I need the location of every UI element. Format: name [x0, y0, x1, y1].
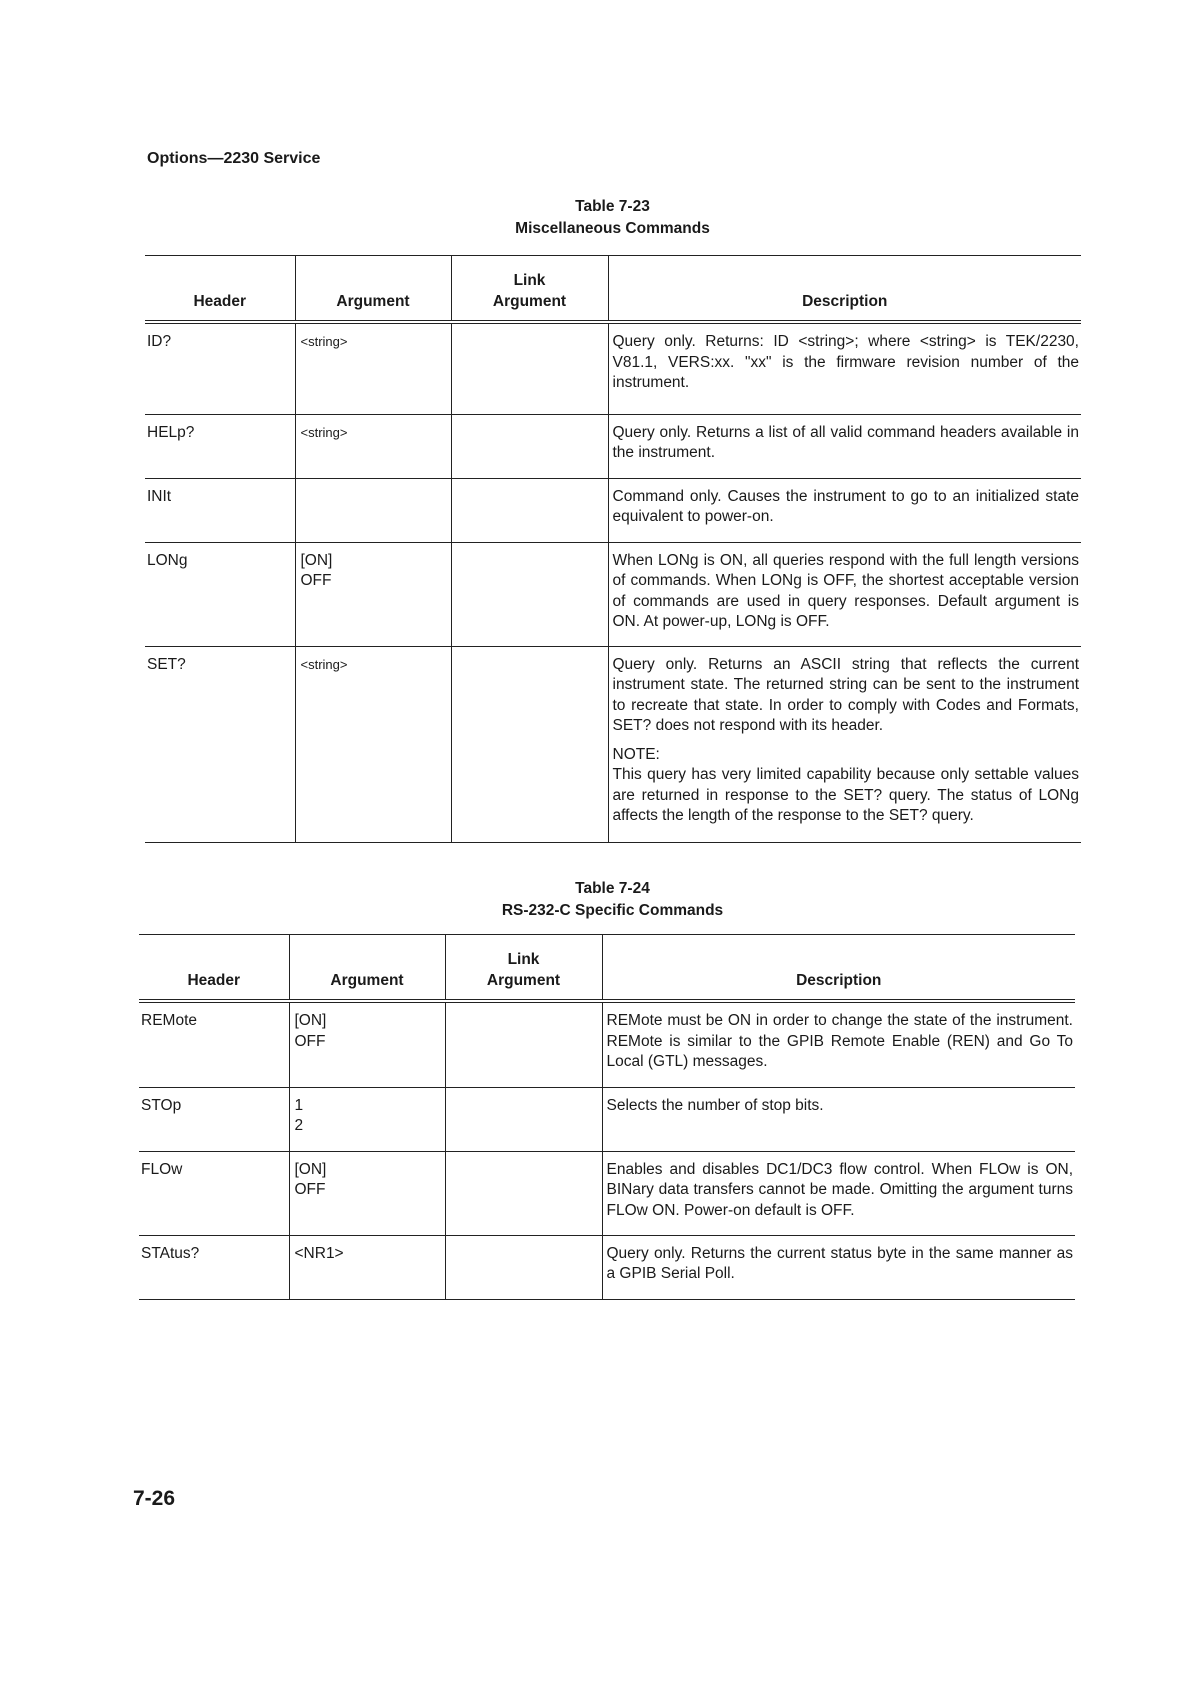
row-link-argument	[451, 478, 608, 542]
row-description: Enables and disables DC1/DC3 flow control. When FLOw is ON, BINary data transfers cannot be made. Omitting the argument turns FLOw ON. Power-on default is OFF.	[602, 1151, 1075, 1235]
table-title: Miscellaneous Commands	[515, 220, 710, 237]
col-link-line1: Link	[507, 951, 540, 968]
col-argument: Argument	[295, 256, 451, 323]
row-header: LONg	[145, 542, 295, 646]
row-link-argument	[451, 542, 608, 646]
row-header: ID?	[145, 322, 295, 414]
row-link-argument	[451, 414, 608, 478]
row-link-argument	[445, 1001, 602, 1087]
table-title: RS-232-C Specific Commands	[501, 902, 724, 919]
row-link-argument	[451, 322, 608, 414]
note-text: This query has very limited capability because only settable values are returned in response to the SET? query. The status of LONg affects the length of the response to the SET? query.	[612, 766, 1079, 824]
misc-commands-table	[145, 255, 1081, 843]
table-row	[139, 1151, 1075, 1235]
row-header: HELp?	[145, 414, 295, 478]
row-argument	[295, 478, 451, 542]
row-description: Query only. Returns a list of all valid command headers available in the instrument.	[608, 414, 1081, 478]
argument-value: OFF	[294, 1032, 326, 1050]
col-link-line2: Argument	[492, 292, 567, 310]
argument-value: <string>	[300, 334, 348, 349]
row-header: REMote	[139, 1001, 289, 1087]
row-argument	[289, 1087, 445, 1151]
argument-value: [ON]	[294, 1012, 327, 1029]
table-row	[145, 414, 1081, 478]
table-label: Table 7-23	[575, 198, 650, 215]
argument-value: OFF	[300, 572, 332, 589]
argument-value: [ON]	[294, 1160, 327, 1178]
table-row	[145, 542, 1081, 646]
row-header: FLOw	[139, 1151, 289, 1235]
table-7-23-caption	[0, 196, 1200, 240]
row-description: Query only. Returns: ID <string>; where <string> is TEK/2230, V81.1, VERS:xx. "xx" is the firmware revision number of the instrument.	[608, 322, 1081, 414]
row-header: STAtus?	[139, 1235, 289, 1299]
argument-value: [ON]	[300, 551, 333, 569]
argument-value: OFF	[294, 1181, 326, 1198]
rs232-commands-table	[139, 934, 1075, 1300]
argument-value: <string>	[300, 656, 348, 672]
table-7-24-caption	[0, 878, 1200, 922]
row-argument	[295, 322, 451, 414]
col-link-line2: Argument	[486, 971, 561, 989]
table-row	[145, 322, 1081, 414]
col-header: Header	[139, 935, 289, 1002]
table-row	[139, 1001, 1075, 1087]
page-number: 7-26	[133, 1487, 176, 1510]
row-description	[608, 646, 1081, 842]
col-link-line1: Link	[513, 272, 546, 289]
table-header-row	[139, 935, 1075, 1002]
table-header-row	[145, 256, 1081, 323]
row-description: Command only. Causes the instrument to go to an initialized state equivalent to power-on.	[608, 478, 1081, 542]
argument-value: 2	[294, 1117, 304, 1134]
col-link-argument	[445, 935, 602, 1002]
table-row	[145, 646, 1081, 842]
row-argument	[295, 646, 451, 842]
row-description: Selects the number of stop bits.	[602, 1087, 1075, 1151]
argument-value: <NR1>	[294, 1244, 344, 1262]
row-description: When LONg is ON, all queries respond with the full length versions of commands. When LONg is OFF, the shortest acceptable version of commands are used in query responses. Default argument is ON. At power-up, LONg is OFF.	[608, 542, 1081, 646]
row-link-argument	[445, 1235, 602, 1299]
row-header: STOp	[139, 1087, 289, 1151]
col-header: Header	[145, 256, 295, 323]
table-row	[139, 1235, 1075, 1299]
row-argument	[289, 1235, 445, 1299]
row-header: INIt	[145, 478, 295, 542]
row-description: Query only. Returns the current status byte in the same manner as a GPIB Serial Poll.	[602, 1235, 1075, 1299]
table-row	[139, 1087, 1075, 1151]
note-label: NOTE:	[612, 745, 660, 763]
row-link-argument	[451, 646, 608, 842]
row-link-argument	[445, 1087, 602, 1151]
table-label: Table 7-24	[575, 880, 650, 897]
row-argument	[295, 542, 451, 646]
row-link-argument	[445, 1151, 602, 1235]
row-argument	[289, 1001, 445, 1087]
col-description: Description	[608, 256, 1081, 323]
row-argument	[289, 1151, 445, 1235]
argument-value: 1	[294, 1096, 304, 1114]
row-argument	[295, 414, 451, 478]
table-row	[145, 478, 1081, 542]
col-link-argument	[451, 256, 608, 323]
col-argument: Argument	[289, 935, 445, 1002]
description-text: Query only. Returns an ASCII string that reflects the current instrument state. The returned string can be sent to the instrument to recreate that state. In order to comply with Codes and Formats, SET? does not respond with its header.	[612, 655, 1079, 734]
row-description: REMote must be ON in order to change the state of the instrument. REMote is similar to the GPIB Remote Enable (REN) and Go To Local (GTL) messages.	[602, 1001, 1075, 1087]
col-description: Description	[602, 935, 1075, 1002]
argument-value: <string>	[300, 424, 348, 440]
running-head: Options—2230 Service	[147, 150, 321, 167]
row-header: SET?	[145, 646, 295, 842]
